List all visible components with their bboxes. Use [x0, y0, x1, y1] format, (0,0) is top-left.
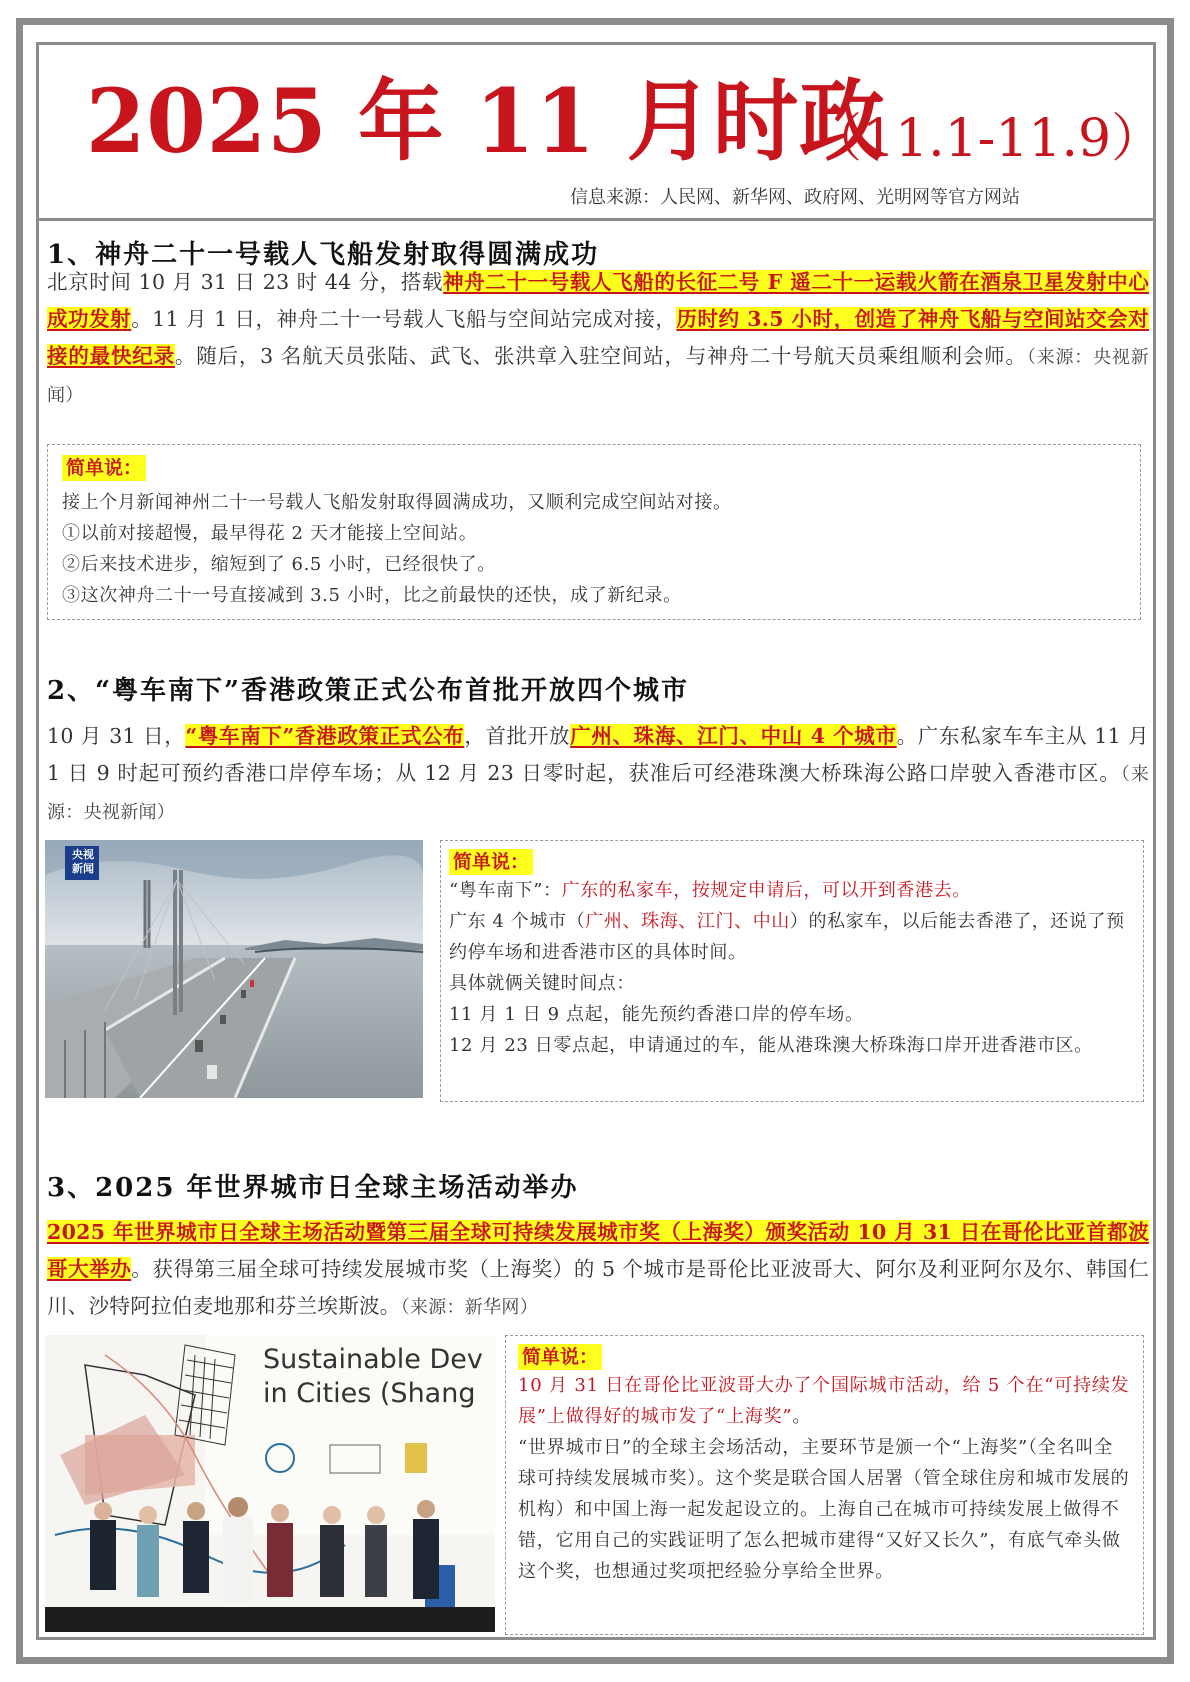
section1-paragraph: [47, 264, 1149, 414]
red-text: 10 月 31 日在哥伦比亚波哥大办了个国际城市活动，给 5 个在“可持续发展”上做得好的城市发了“上海奖”: [518, 1375, 1130, 1427]
summary-line: [449, 875, 1135, 906]
section1-title: 1、神舟二十一号载人飞船发射取得圆满成功: [47, 240, 600, 270]
text: 10 月 31 日，: [47, 724, 186, 748]
source-note: （来源：央视新闻）: [47, 347, 1149, 406]
summary-body: [518, 1370, 1131, 1587]
ceremony-photo: [45, 1335, 495, 1632]
text: 。随后，3 名航天员张陆、武飞、张洪章入驻空间站，与神舟二十号航天员乘组顺利会师。: [174, 344, 1027, 368]
highlight: 神舟二十一号载人飞船的长征二号 F 遥二十一运载火箭在酒泉卫星发射中心成功发射: [47, 270, 1149, 331]
summary-box-3: [505, 1335, 1144, 1635]
highlight: 历时约 3.5 小时，创造了神舟飞船与空间站交会对接的最快纪录: [47, 307, 1149, 368]
banner-line: Sustainable Dev: [263, 1344, 483, 1375]
red-text: 广东的私家车，按规定申请后，可以开到香港去。: [561, 880, 971, 901]
summary-label: 简单说：: [518, 1344, 602, 1370]
highlight: “粤车南下”香港政策正式公布: [185, 724, 465, 748]
summary-box-1: [47, 444, 1141, 620]
section3-title: 3、2025 年世界城市日全球主场活动举办: [47, 1173, 579, 1203]
bridge-photo: [45, 840, 423, 1098]
source-note: （来源：央视新闻）: [47, 764, 1150, 823]
info-source: 信息来源：人民网、新华网、政府网、光明网等官方网站: [570, 187, 1020, 208]
summary-line: 11 月 1 日 9 点起，能先预约香港口岸的停车场。: [449, 1004, 864, 1025]
text: 。广东私家车车主从 11 月 1 日 9 时起可预约香港口岸停车场；从 12 月 23 日零时起，获准后可经港珠澳大桥珠海公路口岸驶入香港市区。: [47, 724, 1149, 785]
highlight: 广州、珠海、江门、中山 4 个城市: [570, 724, 897, 748]
summary-line: [449, 906, 1135, 968]
text: “世界城市日”的全球主会场活动，主要环节是颁一个“上海奖”（全名叫全球可持续发展城市奖）。这个奖是联合国人居署（管全球住房和城市发展的机构）和中国上海一起发起设立的。上海自己在城市可持续发展上做得不错，它用自己的实践证明了怎么把城市建得“又好又长久”，有底气牵头做这个奖，也想通过奖项把经验分享给全世界。: [518, 1437, 1130, 1582]
highlight: 2025 年世界城市日全球主场活动暨第三届全球可持续发展城市奖（上海奖）颁奖活动 10 月 31 日在哥伦比亚首都波哥大举办: [47, 1220, 1149, 1281]
bridge-image: [45, 840, 423, 1098]
text: 。获得第三届全球可持续发展城市奖（上海奖）的 5 个城市是哥伦比亚波哥大、阿尔及利亚阿尔及尔、韩国仁川、沙特阿拉伯麦地那和芬兰埃斯波。: [47, 1257, 1149, 1318]
text: “粤车南下”：: [449, 880, 562, 901]
section3-paragraph: [47, 1214, 1149, 1326]
summary-line: ③这次神舟二十一号直接减到 3.5 小时，比之前最快的还快，成了新纪录。: [62, 585, 682, 606]
summary-line: 接上个月新闻神州二十一号载人飞船发射取得圆满成功，又顺利完成空间站对接。: [62, 492, 732, 513]
text: 。11 月 1 日，神舟二十一号载人飞船与空间站完成对接，: [131, 307, 677, 331]
section2-paragraph: [47, 718, 1149, 831]
summary-line: 具体就俩关键时间点：: [449, 973, 635, 994]
banner-text: [263, 1343, 483, 1411]
text: ，首批开放: [464, 724, 571, 748]
date-range: （11.1-11.9）: [810, 109, 1164, 169]
summary-line: 12 月 23 日零点起，申请通过的车，能从港珠澳大桥珠海口岸开进香港市区。: [449, 1035, 1093, 1056]
summary-label: 简单说：: [62, 455, 146, 481]
summary-line: ①以前对接超慢，最早得花 2 天才能接上空间站。: [62, 523, 478, 544]
page-title: 2025 年 11 月时政: [86, 69, 886, 173]
header-divider: [38, 218, 1154, 221]
section2-title: 2、“粤车南下”香港政策正式公布首批开放四个城市: [47, 676, 690, 706]
text: 北京时间 10 月 31 日 23 时 44 分，搭载: [47, 270, 444, 294]
red-text: 广州、珠海、江门、中山: [585, 911, 790, 932]
banner-line: in Cities (Shang: [263, 1378, 476, 1409]
text: ）的私家车，以后能去香港了，还说了预约停车场和进香港市区的具体时间。: [449, 911, 1125, 963]
summary-label: 简单说：: [449, 849, 533, 875]
text: 。: [792, 1406, 812, 1427]
summary-line: ②后来技术进步，缩短到了 6.5 小时，已经很快了。: [62, 554, 496, 575]
source-note: （来源：新华网）: [400, 1297, 539, 1318]
text: 广东 4 个城市（: [449, 911, 586, 932]
summary-box-2: [440, 840, 1144, 1102]
cctv-news-logo: 央视新闻: [72, 848, 94, 875]
